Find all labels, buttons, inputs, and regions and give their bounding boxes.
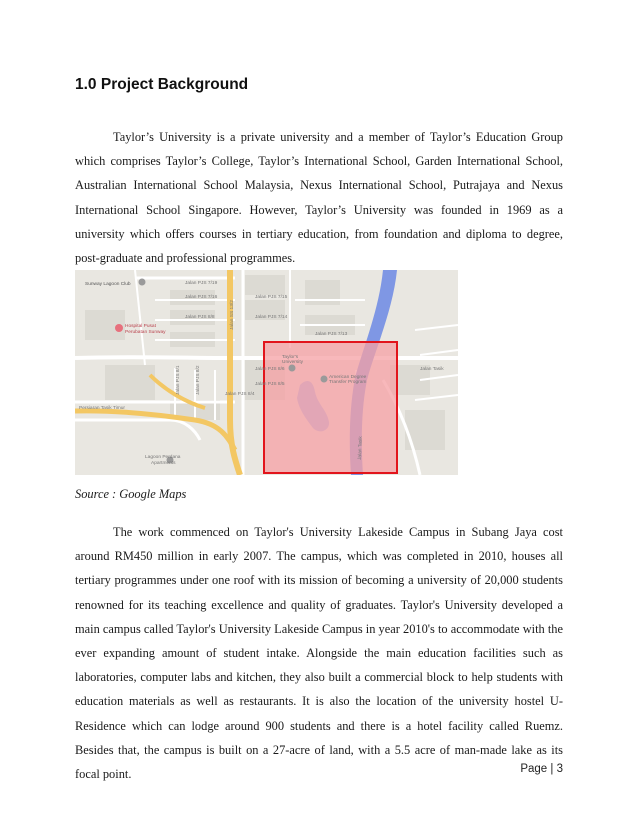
map-label-persiaran: Persiaran Tasik Timur [79, 406, 126, 411]
map-label-lagoon-1: Lagoon Perdana [145, 455, 181, 460]
map-label-hospital-2: Perubatan Sunway [125, 330, 166, 335]
section-heading: 1.0 Project Background [75, 76, 249, 93]
map-label-pjs-7-14: Jalan PJS 7/14 [255, 315, 288, 320]
map-label-taylors-1: Taylor's [282, 355, 299, 360]
map-label-tasik-2: Jalan Tasik [420, 367, 444, 372]
map-label-taylors-2: University [282, 360, 304, 365]
map-label-american-1: American Degree [329, 375, 367, 380]
page-separator: | [550, 763, 554, 775]
map-label-lagoon-2: Apartments [151, 461, 176, 466]
university-marker-icon [289, 365, 296, 372]
map-label-ss13-2: Jalan SS 13/2 [230, 300, 235, 330]
map-label-club: Sunway Lagoon Club [85, 282, 131, 287]
map-label-pjs-8-4: Jalan PJS 8/4 [225, 392, 255, 397]
map-label-pjs-7-19: Jalan PJS 7/19 [185, 281, 218, 286]
campus-location-map [75, 270, 458, 475]
map-label-pjs-7-13: Jalan PJS 7/13 [315, 332, 348, 337]
map-label-pjs-8-5: Jalan PJS 8/5 [255, 382, 285, 387]
intro-paragraph: Taylor’s University is a private university and a member of Taylor’s Education Group which comprises Taylor’s College, Taylor’s International School, Garden International School, Australian International School Malaysia, Nexus International School, Putrajaya and Nexus International School Singapore. However, Taylor’s University was founded in 1969 as a university which offers courses in tertiary education, from foundation and diploma to degree, post-graduate and professional programmes. [75, 130, 563, 266]
map-label-pjs-7-16: Jalan PJS 7/16 [185, 295, 218, 300]
campus-paragraph: The work commenced on Taylor's University Lakeside Campus in Subang Jaya cost around RM450 million in early 2007. The campus, which was completed in 2010, houses all tertiary programmes under one roof with its mission of becoming a university of 20,000 students renowned for its teaching excellence and quality of graduates. Taylor's University developed a main campus called Taylor's University Lakeside Campus in year 2010's to accommodate with the ever expanding amount of student intake. Alongside the main education facilities such as laboratories, computer labs and kitchen, they also built a commercial block to help students with education materials as well as restaurants. It is also the location of the university hostel U-Residence which can lodge around 900 students and there is a hotel facility called Ruemz. Besides that, the campus is built on a 27-acre of land, with a 5.5 acre of man-made lake as its focal point. [75, 525, 563, 782]
american-marker-icon [321, 376, 328, 383]
figure-caption: Source : Google Maps [75, 487, 187, 501]
club-marker-icon [139, 279, 146, 286]
page-label: Page [520, 763, 548, 775]
map-label-pjs-8-2: Jalan PJS 8/2 [196, 365, 201, 395]
hospital-marker-icon [115, 324, 123, 332]
page-footer [520, 763, 563, 775]
map-label-pjs-8-8: Jalan PJS 8/8 [185, 315, 215, 320]
page-number: 3 [556, 763, 563, 775]
map-label-tasik-1: Jalan Tasik [358, 436, 364, 461]
map-label-pjs-8-1: Jalan PJS 8/1 [176, 365, 181, 395]
map-label-pjs-8-6: Jalan PJS 8/6 [255, 367, 285, 372]
map-label-hospital-1: Hospital Pusat [125, 324, 156, 329]
map-label-pjs-7-15: Jalan PJS 7/15 [255, 295, 288, 300]
map-label-american-2: Transfer Program [329, 380, 367, 385]
